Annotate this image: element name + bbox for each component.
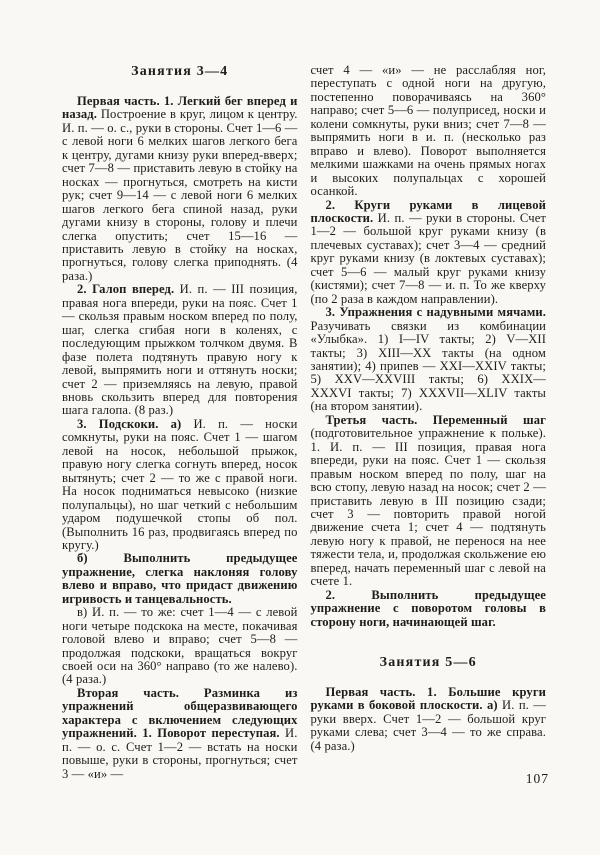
left-column [62, 64, 298, 781]
bold-text-run: Третья часть. Переменный шаг [325, 412, 546, 427]
section-heading: Занятия 5—6 [379, 655, 477, 671]
paragraph [311, 306, 547, 414]
text-run: Разучивать связки из комбинации «Улыбка». 1) I—IV такты; 2) V—XII такты; 3) XIII—XX такты (на одном занятии); 4) припев — XXI—XXIV такты; 5) XXV—XXVIII такты; 6) XXIX—XXXVI такты; 7) XXXVII—XLIV такты (на втором занятии). [310, 318, 546, 414]
paragraph [62, 606, 298, 687]
text-run: И. п. — III позиция, правая нога впереди, руки на пояс. Счет 1 — скользя правым носком вперед по полу, шаг, слегка сгибая ноги в коленях, с последующим прыжком толчком двумя. В фазе полета подтянуть правую ногу к левой, выпрямить ноги и оттянуть носки; счет 2 — приземляясь на левую, правой вновь скользить вперед для повторения шага галопа. (8 раз.) [62, 282, 298, 418]
bold-text-run: 3. Упражнения с надувными мячами. [325, 305, 546, 320]
text-run: в) И. п. — то же: счет 1—4 — с левой ноги четыре подскока на месте, покачивая головой влево и вправо; счет 5—8 — продолжая подскоки, вращаться вокруг своей оси на 360° направо (то же налево). (4 раза.) [62, 605, 298, 687]
bold-text-run: 2. Круги руками в лицевой плоскости. [310, 197, 546, 225]
paragraph [62, 552, 298, 606]
text-run: И. п. — руки в стороны. Счет 1—2 — большой круг руками книзу (в плечевых суставах); счет 3—4 — средний круг руками книзу (в локтевых суставах); счет 5—6 — малый круг руками книзу (кистями); счет 7—8 — и. п. То же кверху (по 2 раза в каждом направлении). [310, 210, 546, 306]
page-number: 107 [525, 771, 549, 786]
bold-text-run: Первая часть. 1. Легкий бег вперед и назад. [62, 94, 298, 122]
text-columns [62, 64, 546, 781]
section-heading: Занятия 3—4 [131, 64, 229, 79]
bold-text-run: 3. Подскоки. а) [77, 416, 194, 431]
text-run: счет 4 — «и» — не расслабляя ног, переступать с одной ноги на другую, постепенно поворачиваясь на 360° направо; счет 5—6 — полуприсед, носки и колени сомкнуты, руки вниз; счет 7—8 — выпрямить ноги в и. п. (несколько раз вправо и влево). Поворот выполняется мелкими шажками на очень прямых ногах и высоких полупальцах с хорошей осанкой. [310, 63, 546, 199]
text-run: И. п. — носки сомкнуты, руки на пояс. Счет 1 — шагом левой на носок, небольшой прыжок, правую ногу слегка согнуть вперед, носок вытянуть; счет 2 — то же с правой ноги. На носок подниматься невысоко (низкие полупальцы), но шаг четкий с небольшим ударом подушечкой стопы об пол. (Выполнить 16 раз, продвигаясь вперед по кругу.) [62, 416, 298, 552]
paragraph [62, 283, 298, 418]
paragraph [311, 589, 547, 629]
text-run: Построение в круг, лицом к центру. И. п. — о. с., руки в стороны. Счет 1—6 — с левой ноги 6 мелких шагов легкого бега к центру, дугами книзу руки вперед-вверх; счет 7—8 — приставить левую в стойку на носках — прогнуться, смотреть на кисти рук; счет 9—14 — с левой ноги 6 мелких шагов легкого бега спиной назад, руки дугами книзу в стороны, голову и плечи слегка опустить; счет 15—16 — приставить левую в стойку на носках, прогнуться, голову слегка приподнять. (4 раза.) [62, 107, 298, 283]
bold-text-run: Вторая часть. Разминка из упражнений общеразвивающего характера с включением следующих упражнений. 1. Поворот переступая. [62, 685, 298, 741]
paragraph [311, 64, 547, 199]
text-run: И. п. — о. с. Счет 1—2 — встать на носки повыше, руки в стороны, прогнуться; счет 3 — «и» — [62, 726, 298, 781]
paragraph [62, 687, 298, 781]
paragraph [62, 95, 298, 283]
paragraph [311, 686, 547, 753]
bold-text-run: б) Выполнить предыдущее упражнение, слегка наклоняя голову влево и вправо, что придаст движению игривость и танцевальность. [62, 551, 298, 606]
bold-text-run: 2. Галоп вперед. [77, 282, 180, 297]
text-run: (подготовительное упражнение к польке). 1. И. п. — III позиция, правая нога впереди, руки на пояс. Счет 1 — скользя правым носком вперед по полу, шаг на всю стопу, левую назад на носок; счет 2 — приставить левую в III позицию сзади; счет 3 — повторить правой ногой движение счета 1; счет 4 — подтянуть левую ногу к правой, не перенося на нее тяжести тела, и, продолжая скольжение ею вперед, начать переменный шаг с левой на счете 1. [310, 426, 546, 589]
bold-text-run: Первая часть. 1. Большие круги руками в боковой плоскости. а) [310, 685, 546, 713]
bold-text-run: 2. Выполнить предыдущее упражнение с поворотом головы в сторону ноги, начинающей шаг. [310, 587, 546, 629]
paragraph [62, 418, 298, 553]
text-run: И. п. — руки вверх. Счет 1—2 — большой круг руками слева; счет 3—4 — то же справа. (4 раза.) [310, 698, 546, 753]
paragraph [311, 199, 547, 307]
right-column [311, 64, 547, 781]
paragraph [311, 414, 547, 589]
